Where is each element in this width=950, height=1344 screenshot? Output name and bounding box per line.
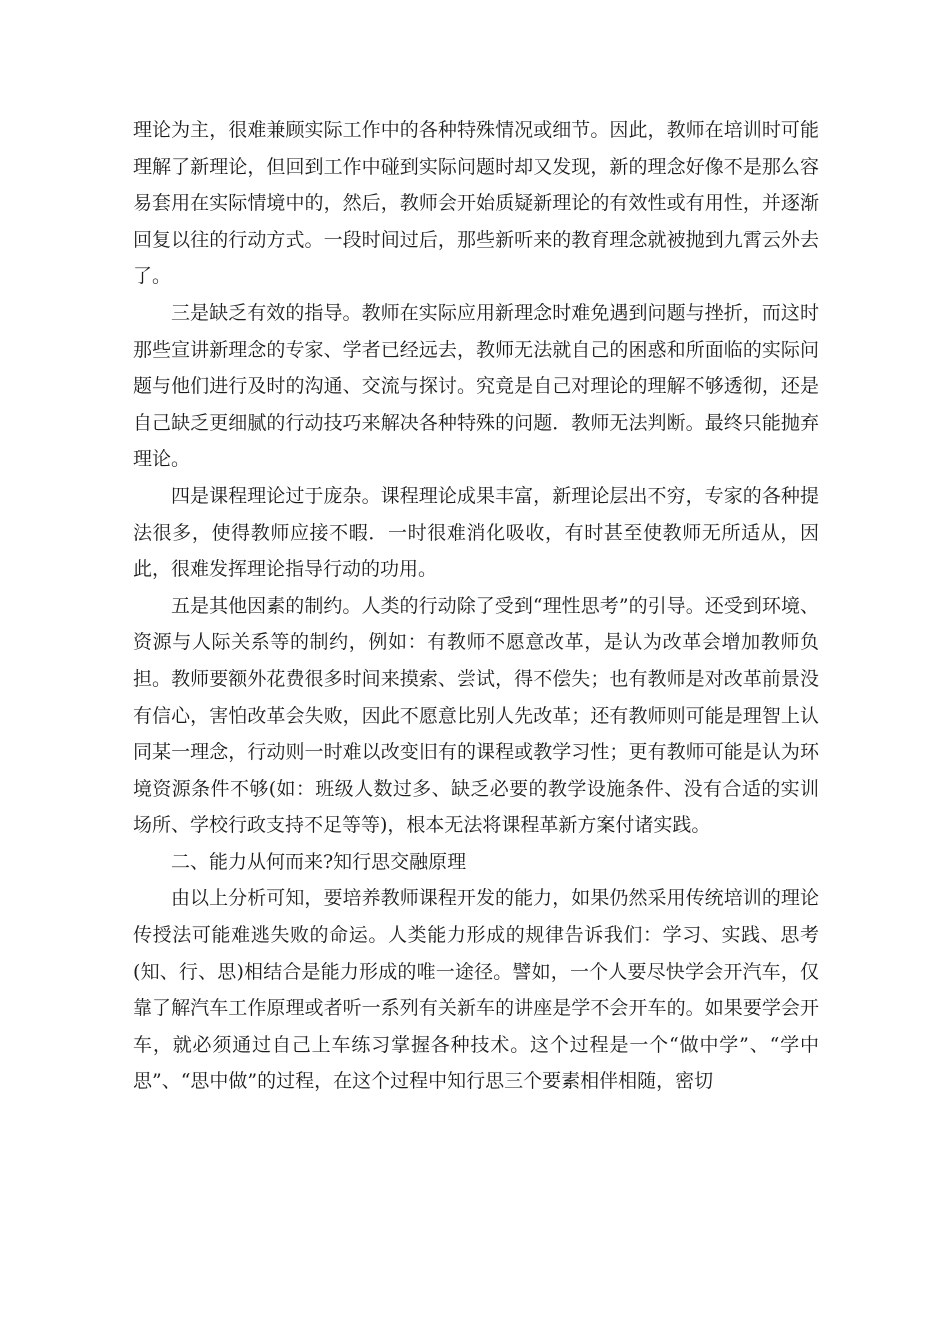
document-body — [133, 112, 819, 1100]
paragraph-point-four: 四是课程理论过于庞杂。课程理论成果丰富，新理论层出不穷，专家的各种提法很多，使得教师应接不暇．一时很难消化吸收，有时甚至使教师无所适从，因此，很难发挥理论指导行动的功用。 — [133, 484, 819, 581]
section-heading: 二、能力从何而来?知行思交融原理 — [171, 850, 467, 873]
paragraph-point-three: 三是缺乏有效的指导。教师在实际应用新理念时难免遇到问题与挫折，而这时那些宣讲新理念的专家、学者已经远去，教师无法就自己的困惑和所面临的实际问题与他们进行及时的沟通、交流与探讨。究竟是自己对理论的理解不够透彻，还是自己缺乏更细腻的行动技巧来解决各种特殊的问题．教师无法判断。最终只能抛弃理论。 — [133, 301, 819, 471]
paragraph-analysis: 由以上分析可知，要培养教师课程开发的能力，如果仍然采用传统培训的理论传授法可能难逃失败的命运。人类能力形成的规律告诉我们：学习、实践、思考(知、行、思)相结合是能力形成的唯一途径。譬如，一个人要尽快学会开汽车，仅靠了解汽车工作原理或者听一系列有关新车的讲座是学不会开车的。如果要学会开车，就必须通过自己上车练习掌握各种技术。这个过程是一个“做中学”、“学中思”、“思中做”的过程，在这个过程中知行思三个要素相伴相随，密切 — [133, 887, 819, 1093]
paragraph-point-five: 五是其他因素的制约。人类的行动除了受到“理性思考”的引导。还受到环境、资源与人际关系等的制约，例如：有教师不愿意改革，是认为改革会增加教师负担。教师要额外花费很多时间来摸索、尝试，得不偿失；也有教师是对改革前景没有信心，害怕改革会失败，因此不愿意比别人先改革；还有教师则可能是理智上认同某一理念，行动则一时难以改变旧有的课程或教学习性；更有教师可能是认为环境资源条件不够(如：班级人数过多、缺乏必要的教学设施条件、没有合适的实训场所、学校行政支持不足等等)，根本无法将课程革新方案付诸实践。 — [133, 594, 819, 837]
paragraph-continuation: 理论为主，很难兼顾实际工作中的各种特殊情况或细节。因此，教师在培训时可能理解了新理论，但回到工作中碰到实际问题时却又发现，新的理念好像不是那么容易套用在实际情境中的，然后，教师会开始质疑新理论的有效性或有用性，并逐渐回复以往的行动方式。一段时间过后，那些新听来的教育理念就被抛到九霄云外去了。 — [133, 119, 819, 288]
